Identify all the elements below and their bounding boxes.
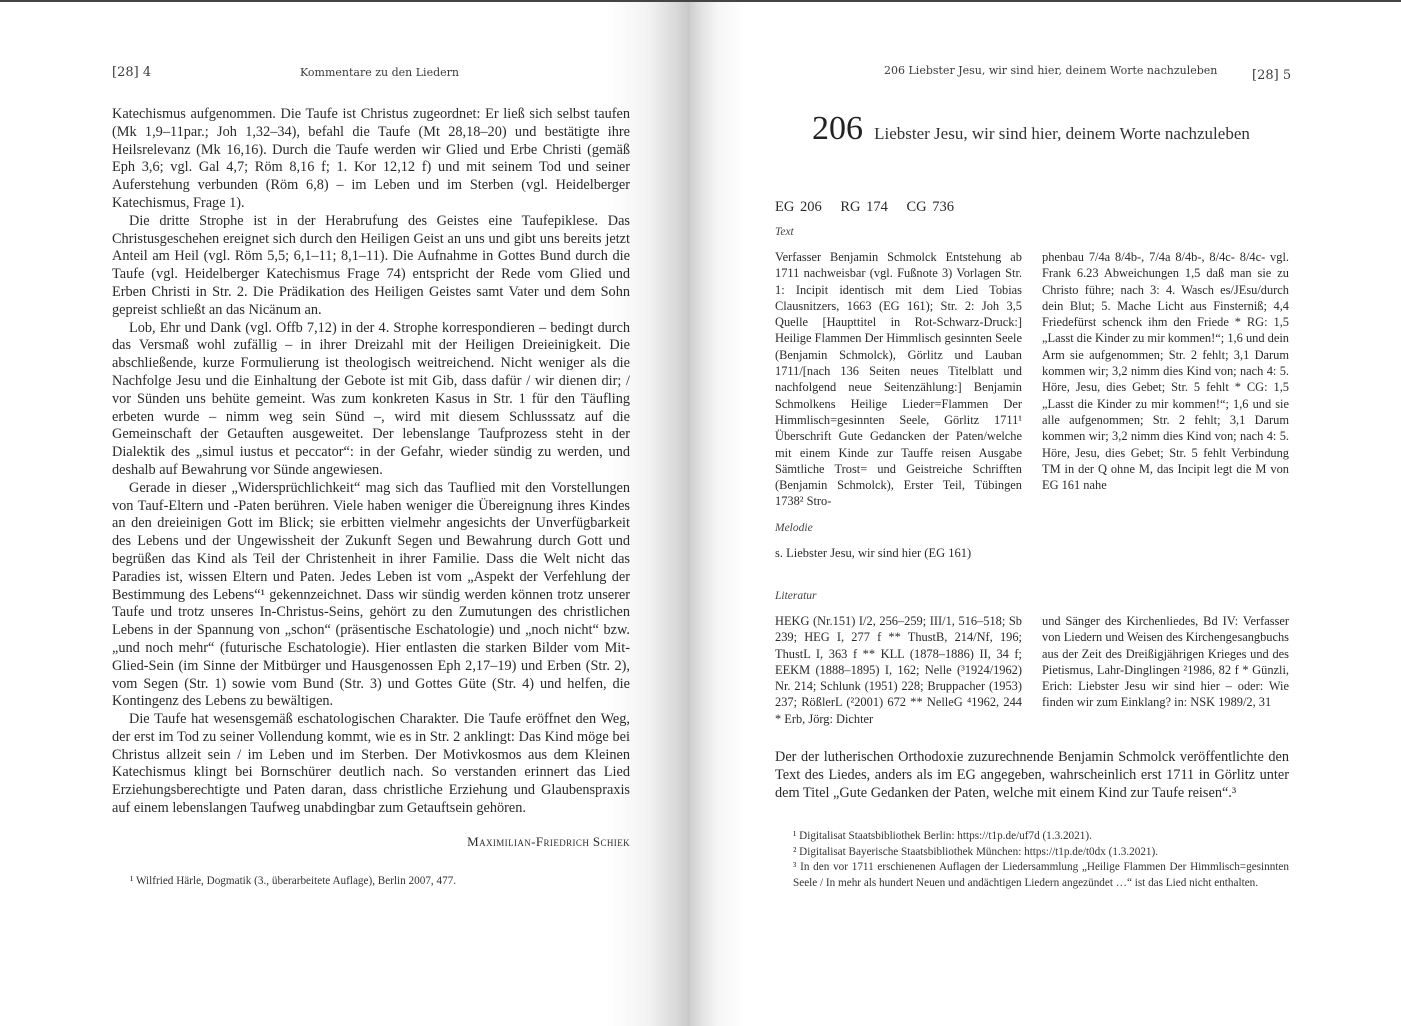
hymnal-ref: EG 206 — [775, 199, 822, 215]
song-heading — [812, 110, 1250, 148]
running-title-left: Kommentare zu den Liedern — [300, 66, 459, 79]
paragraph: Die dritte Strophe ist in der Herabrufung des Geistes eine Taufepiklese. Das Christusgeschehen ereignet sich durch den Heiligen Geist an uns und gibt uns bereits jetzt Anteil am Heil (vgl. Röm 5,5; 6,1–11; 8,1–11). Die Aufnahme in Gottes Bund durch die Taufe (vgl. Heidelberger Katechismus Frage 74) entspricht der Rede vom Glied und Erben Christi in Str. 2. Die Prädikation des Heiligen Geistes samt Vater und dem Sohn gepreist schließt an das Nicänum an. — [112, 212, 630, 318]
literature-column-2: und Sänger des Kirchenliedes, Bd IV: Verfasser von Liedern und Weisen des Kirchengesangbuchs aus der Zeit des Dreißigjährigen Krieges und des Pietismus, Lahr-Dinglingen ²1986, 82 f * Günzli, Erich: Liebster Jesu wir sind hier – oder: Wie finden wir zum Einklang? in: NSK 1989/2, 31 — [1042, 614, 1289, 710]
right-body-text: Der der lutherischen Orthodoxie zuzurechnende Benjamin Schmolck veröffentlichte den Text des Liedes, anders als im EG angegeben, wahrscheinlich erst 1711 in Görlitz unter dem Titel „Gute Gedanken der Paten, welche mit einem Kind zur Taufe reisen“.³ — [775, 749, 1289, 801]
song-title: Liebster Jesu, wir sind hier, deinem Worte nachzuleben — [874, 124, 1250, 143]
section-label-melody: Melodie — [775, 522, 813, 534]
left-body-text — [112, 106, 630, 818]
text-column-2: phenbau 7/4a 8/4b-, 7/4a 8/4b-, 8/4c- 8/4c- vgl. Frank 6.23 Abweichungen 1,5 daß man sie zu Christo führe; nach 3: 4. Wasch es/JEsu/durch dein Blut; 5. Mache Licht aus Finsterniß; 4,4 Friedefürst schenck ihm den Friede * RG: 1,5 „Lasst die Kinder zu mir kommen!“; 1,6 und dein Arm sie aufgenommen; Str. 2 fehlt; 3,1 Darum kommen wir; 3,2 nimm dies Kind von; nach 4: 5. Höre, Jesu, dies Gebet; Str. 5 fehlt * CG: 1,5 „Lasst die Kinder zu mir kommen!“; 1,6 und sie alle aufgenommen; Str. 2 fehlt; 3,1 Darum kommen wir; 3,2 nimm dies Kind von; nach 4: 5. Höre, Jesu, dies Gebet; Str. 5 fehlt Verbindung TM in der Q ohne M, das Incipit legt die M von EG 161 nahe — [1042, 250, 1289, 493]
page-number-left: [28] 4 — [112, 65, 152, 80]
paragraph: Gerade in dieser „Widersprüchlichkeit“ mag sich das Tauflied mit den Vorstellungen von Tauf-Eltern und -Paten berühren. Viele haben weniger die Übereignung ihres Kindes an den dreieinigen Gott im Blick; sie erbitten vielmehr angesichts der Unverfügbarkeit des Lebens und der Ungewissheit der Zukunft Segen und Bewahrung durch Gott und begrüßen das Kind als Teil der Christenheit in ihrer Familie. Dass die Welt nicht das Paradies ist, wissen Eltern und Paten. Jedes Leben ist vom „Aspekt der Verfehlung der Bestimmung des Lebens“¹ gekennzeichnet. Dass wir sündig werden können trotz unserer Taufe und trotz unseres In-Christus-Seins, gehört zu den Zumutungen des christlichen Lebens in der Spannung von „schon“ (präsentische Eschatologie) und „noch nicht“ bzw. „und noch mehr“ (futurische Eschatologie). Hier entlasten die starken Bilder vom Mit-Glied-Sein (im Sinne der Mitbürger und Hausgenossen Eph 2,17–19) und Erben (Str. 2), vom Segen (Str. 1) sowie vom Bund (Str. 3) und Gottes Güte (Str. 4) und helfen, die Kontingenz des Lebens zu bewältigen. — [112, 479, 630, 710]
footnote: ¹ Digitalisat Staatsbibliothek Berlin: https://t1p.de/uf7d (1.3.2021). — [793, 830, 1092, 842]
text-column-1: Verfasser Benjamin Schmolck Entstehung ab 1711 nachweisbar (vgl. Fußnote 3) Vorlagen Str. 1: Incipit identisch mit dem Lied Tobias Clausnitzers, 1663 (EG 161); Str. 2: Joh 3,5 Quelle [Haupttitel in Rot-Schwarz-Druck:] Heilige Flammen Der Himmlisch gesinnten Seele (Benjamin Schmolck), Görlitz und Lauban 1711/[nach 136 Seiten neues Titelblatt und nachfolgend neue Seitenzählung:] Benjamin Schmolkens Heilige Lieder=Flammen Der Himmlisch=gesinnten Seele, Görlitz 1711¹ Überschrift Gute Gedancken der Paten/welche mit einem Kinde zur Tauffe reisen Ausgabe Sämtliche Trost= und Geistreiche Schrifften (Benjamin Schmolck), Erster Teil, Tübingen 1738² Stro- — [775, 250, 1022, 509]
paragraph: Lob, Ehr und Dank (vgl. Offb 7,12) in der 4. Strophe korrespondieren – bedingt durch das Versmaß wohl zufällig – in ihrer Dreizahl mit der Heiligen Dreieinigkeit. Die abschließende, kurze Formulierung ist theologisch weitreichend. Nicht weniger als die Nachfolge Jesu und die Einhaltung der Gebote ist mit Gib, dass dafür / wir dienen dir; / vor Sünden uns behüte gemeint. Was zum konkreten Kasus in Str. 1 für den Täufling erbeten wurde – nimm weg sein Sünd –, wird mit diesem Schlusssatz auf die Gemeinschaft der Getauften ausgeweitet. Der lebenslange Taufprozess steht in der Dialektik des „simul iustus et peccator“: in der Gefahr, wieder sündig zu werden, und deshalb auf Bewahrung vor Sünde angewiesen. — [112, 319, 630, 478]
hymnal-references — [775, 199, 967, 216]
song-number: 206 — [812, 110, 863, 147]
melody-text: s. Liebster Jesu, wir sind hier (EG 161) — [775, 546, 972, 560]
left-page — [0, 2, 690, 1026]
literature-column-1: HEKG (Nr.151) I/2, 256–259; III/1, 516–518; Sb 239; HEG I, 277 f ** ThustB, 214/Nf, 196; ThustL I, 363 f ** KLL (1878–1886) II, 34 f; EEKM (1888–1895) I, 162; Nelle (³1924/1962) Nr. 214; Schlunk (1951) 228; Bruppacher (1953) 237; RößlerL (²2001) 672 ** NelleG ⁴1962, 244 * Erb, Jörg: Dichter — [775, 614, 1022, 726]
section-label-literature: Literatur — [775, 590, 817, 602]
author-signature: Maximilian-Friedrich Schiek — [467, 834, 630, 849]
paragraph: Die Taufe hat wesensgemäß eschatologischen Charakter. Die Taufe eröffnet den Weg, der erst im Tod zu seiner Vollendung kommt, wie es in Str. 2 anklingt: Das Kind möge bei Christus allzeit sein / im Leben und im Sterben. Der Motivkosmos aus dem Kleinen Katechismus klingt bei Bornschürer deutlich nach. So verstanden erinnert das Lied Erziehungsberechtigte und Paten daran, dass christliche Erziehung und Glaubenspraxis auf einem lebenslangen Taufweg unabdingbar zum Getauftsein gehören. — [112, 711, 630, 817]
hymnal-ref: RG 174 — [840, 199, 888, 215]
section-label-text: Text — [775, 226, 794, 238]
footnote: ¹ Wilfried Härle, Dogmatik (3., überarbeitete Auflage), Berlin 2007, 477. — [130, 875, 457, 887]
footnotes-right — [775, 829, 1289, 891]
hymnal-ref: CG 736 — [906, 199, 955, 215]
page-number-right: [28] 5 — [1252, 68, 1292, 83]
footnote: ³ In den vor 1711 erschienenen Auflagen der Liedersammlung „Heilige Flammen Der Himmlisch=gesinnten Seele / In mehr als hundert Neuen und andächtigen Liedern angezündet …“ ist das Lied nicht enthalten. — [793, 861, 1289, 889]
running-title-right: 206 Liebster Jesu, wir sind hier, deinem Worte nachzuleben — [884, 64, 1218, 77]
paragraph: Katechismus aufgenommen. Die Taufe ist Christus zugeordnet: Er ließ sich selbst taufen (Mk 1,9–11par.; Joh 1,32–34), befahl die Taufe (Mt 28,18–20) und bestätigte ihre Heilsrelevanz (Mk 16,16). Durch die Taufe werden wir Glied und Erbe Christi (gemäß Eph 3,6; vgl. Gal 4,7; Röm 8,16 f; 1. Kor 12,12 f) und mit seinem Tod und seiner Auferstehung verbunden (Röm 6,8) – im Leben und im Sterben (vgl. Heidelberger Katechismus, Frage 1). — [112, 106, 630, 211]
footnote: ² Digitalisat Bayerische Staatsbibliothek München: https://t1p.de/t0dx (1.3.2021). — [793, 845, 1159, 858]
